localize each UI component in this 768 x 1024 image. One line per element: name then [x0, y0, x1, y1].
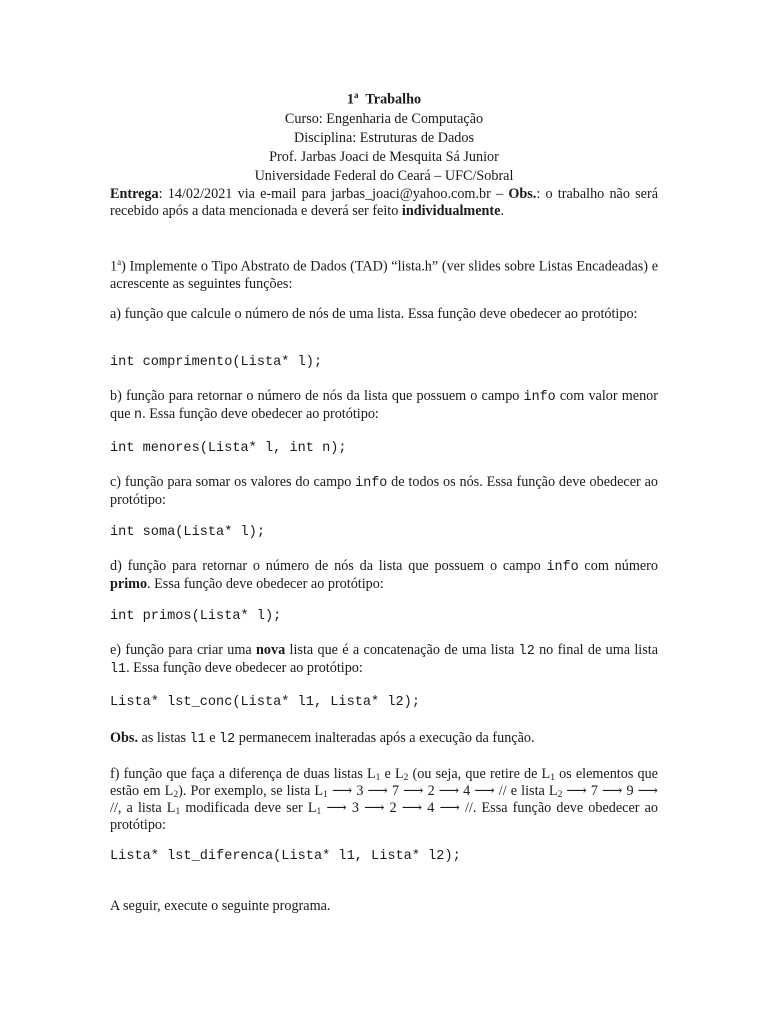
text-span: e	[205, 730, 220, 746]
subscript: 1	[316, 807, 322, 817]
text-span: de todos os nós. Essa função deve obedecer ao protótipo:	[110, 474, 659, 508]
inline-code: info	[523, 390, 556, 405]
obs-paragraph	[110, 730, 658, 748]
text-span: com valor menor que	[110, 388, 658, 422]
item-a-code: int comprimento(Lista* l);	[110, 355, 323, 370]
obs-label: Obs.	[508, 186, 537, 202]
question-text: ) Implemente o Tipo Abstrato de Dados (TAD) “lista.h” (ver slides sobre Listas Encadeadas) e acrescente as seguintes funções:	[110, 258, 658, 292]
text-span: . Essa função deve obedecer ao protótipo:	[126, 660, 363, 676]
subscript: 1	[323, 790, 328, 800]
subscript: 1	[375, 773, 381, 783]
text-span: f) função que faça a diferença de duas listas L	[110, 766, 376, 782]
item-c-code: int soma(Lista* l);	[110, 525, 265, 540]
delivery-note: : o trabalho não será recebido após a data mencionada e deverá ser feito	[110, 186, 658, 219]
university-line: Universidade Federal do Ceará – UFC/Sobral	[254, 167, 514, 184]
individual-emphasis: individualmente	[401, 203, 501, 219]
item-f-code: Lista* lst_diferenca(Lista* l1, Lista* l2);	[110, 849, 461, 864]
subscript: 1	[175, 807, 181, 817]
title-word: Trabalho	[365, 91, 422, 108]
bold-text: primo	[110, 576, 148, 592]
question-number: 1	[110, 258, 118, 275]
delivery-paragraph	[110, 186, 658, 220]
text-span: ⟶ 3 ⟶ 2 ⟶ 4 ⟶ //. Essa função deve obedecer ao protótipo:	[110, 800, 658, 833]
text-span: . Essa função deve obedecer ao protótipo:	[142, 406, 379, 422]
text-span: com número	[578, 558, 658, 574]
subscript: 2	[557, 790, 563, 800]
text-span: e L	[380, 766, 404, 782]
item-e-text	[110, 642, 658, 678]
delivery-end: .	[500, 203, 504, 219]
item-d-text	[110, 558, 658, 593]
item-b-code: int menores(Lista* l, int n);	[110, 441, 347, 456]
discipline-line: Disciplina: Estruturas de Dados	[293, 129, 475, 146]
text-span: ⟶ 3 ⟶ 7 ⟶ 2 ⟶ 4 ⟶ // e lista L	[327, 783, 558, 799]
inline-code: info	[546, 560, 579, 575]
text-span: d) função para retornar o número de nós da lista que possuem o campo	[110, 558, 547, 574]
text-span: . Essa função deve obedecer ao protótipo:	[147, 576, 384, 592]
text-span: b) função para retornar o número de nós da lista que possuem o campo	[110, 388, 524, 404]
text-span: as listas	[138, 730, 190, 746]
subscript: 2	[173, 790, 179, 800]
subscript: 2	[403, 773, 409, 783]
question-1-intro	[110, 254, 658, 293]
professor-line: Prof. Jarbas Joaci de Mesquita Sá Junior	[269, 148, 499, 165]
text-span: modificada deve ser L	[180, 800, 317, 816]
inline-code: n	[134, 408, 143, 423]
item-f-text	[110, 766, 658, 834]
item-e-code: Lista* lst_conc(Lista* l1, Lista* l2);	[110, 695, 420, 710]
document-title	[110, 86, 658, 110]
text-span: ⟶ 7 ⟶ 9 ⟶ //, a lista L	[110, 783, 658, 816]
inline-code: l1	[189, 732, 206, 747]
course-line: Curso: Engenharia de Computação	[284, 110, 484, 127]
text-span: lista que é a concatenação de uma lista	[285, 642, 519, 658]
obs-label: Obs.	[110, 730, 138, 746]
title-ordinal: a	[354, 90, 359, 100]
footer-text: A seguir, execute o seguinte programa.	[110, 898, 331, 914]
item-a-text: a) função que calcule o número de nós de uma lista. Essa função deve obedecer ao protótipo:	[110, 306, 638, 322]
text-span: ). Por exemplo, se lista L	[178, 783, 324, 799]
bold-text: nova	[256, 642, 286, 658]
delivery-text: : 14/02/2021 via e-mail para jarbas_joaci@yahoo.com.br –	[158, 186, 509, 202]
question-ordinal: a	[117, 257, 122, 267]
text-span: no final de uma lista	[534, 642, 658, 658]
document-page	[110, 86, 659, 914]
item-b-text	[110, 388, 658, 424]
item-c-text	[110, 474, 658, 509]
text-span: e) função para criar uma	[110, 642, 257, 658]
inline-code: l2	[219, 732, 236, 747]
delivery-label: Entrega	[110, 186, 159, 202]
text-span: permanecem inalteradas após a execução da função.	[235, 730, 535, 746]
inline-code: l2	[518, 644, 535, 659]
inline-code: l1	[110, 662, 127, 677]
subscript: 1	[550, 773, 555, 783]
document-header	[110, 86, 658, 186]
text-span: c) função para somar os valores do campo	[110, 474, 356, 490]
inline-code: info	[355, 476, 388, 491]
item-d-code: int primos(Lista* l);	[110, 609, 282, 624]
text-span: os elementos que estão em L	[110, 766, 658, 799]
title-number: 1	[346, 91, 355, 108]
text-span: (ou seja, que retire de L	[408, 766, 551, 782]
